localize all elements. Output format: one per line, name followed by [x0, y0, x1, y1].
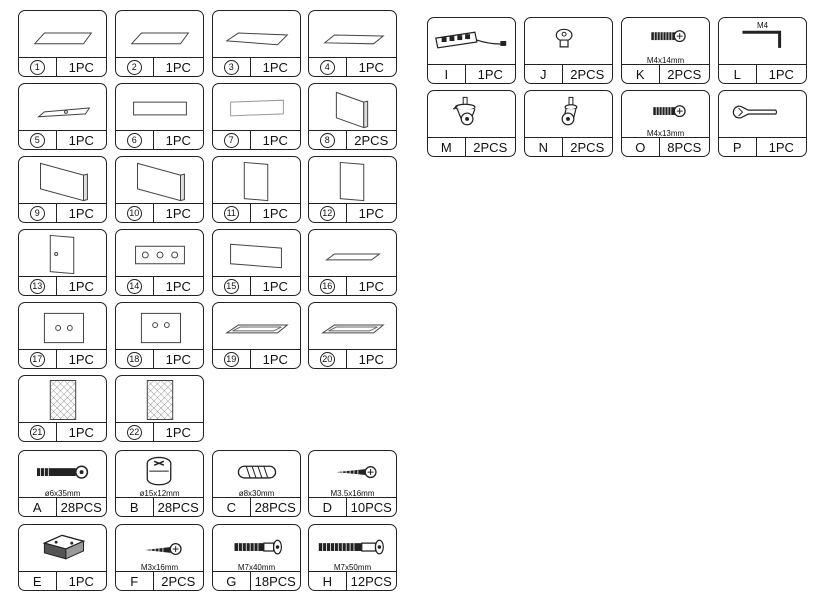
- part-quantity: 2PCS: [570, 139, 605, 155]
- wrench-icon: [719, 91, 806, 140]
- part-card-I: [427, 17, 516, 84]
- part-letter: P: [719, 138, 757, 156]
- hardware-size: M7x40mm: [237, 563, 276, 572]
- panel-drawing-icon: [309, 11, 396, 60]
- part-card-12: [308, 156, 397, 223]
- part-card-N: [524, 90, 613, 157]
- part-number: 21: [30, 425, 45, 440]
- part-number: 6: [127, 133, 142, 148]
- part-quantity: 12PCS: [350, 573, 392, 589]
- part-card-16: [308, 229, 397, 296]
- part-letter: A: [19, 498, 57, 516]
- part-quantity: 1PC: [768, 139, 794, 155]
- panel-drawing-icon: [213, 303, 300, 352]
- panel-drawing-icon: [213, 157, 300, 206]
- part-number: 5: [30, 133, 45, 148]
- part-quantity: 1PC: [165, 424, 191, 440]
- hardware-size: M4: [756, 21, 769, 30]
- part-card-G: [212, 524, 301, 591]
- part-quantity: 28PCS: [157, 499, 199, 515]
- part-number: 16: [320, 279, 335, 294]
- panel-drawing-icon: [19, 84, 106, 133]
- part-quantity: 1PC: [358, 59, 384, 75]
- part-card-5: [18, 83, 107, 150]
- part-card-3: [212, 10, 301, 77]
- part-card-L: [718, 17, 807, 84]
- part-letter: N: [525, 138, 563, 156]
- part-quantity: 28PCS: [60, 499, 102, 515]
- panel-drawing-icon: [19, 11, 106, 60]
- part-quantity: 2PCS: [570, 66, 605, 82]
- panel-drawing-icon: [19, 303, 106, 352]
- part-card-D: [308, 450, 397, 517]
- panel-drawing-icon: [309, 84, 396, 133]
- part-quantity: 1PC: [68, 59, 94, 75]
- panel-drawing-icon: [116, 230, 203, 279]
- part-card-O: [621, 90, 710, 157]
- part-quantity: 1PC: [262, 132, 288, 148]
- part-letter: E: [19, 572, 57, 590]
- part-card-7: [212, 83, 301, 150]
- part-quantity: 1PC: [68, 205, 94, 221]
- hardware-size: ø15x12mm: [139, 489, 180, 498]
- knob-icon: [525, 18, 612, 67]
- part-number: 9: [30, 206, 45, 221]
- part-card-2: [115, 10, 204, 77]
- panel-drawing-icon: [213, 84, 300, 133]
- part-card-M: [427, 90, 516, 157]
- part-quantity: 1PC: [262, 351, 288, 367]
- part-card-11: [212, 156, 301, 223]
- part-card-18: [115, 302, 204, 369]
- part-card-C: [212, 450, 301, 517]
- part-number: 8: [320, 133, 335, 148]
- part-card-9: [18, 156, 107, 223]
- part-letter: F: [116, 572, 154, 590]
- part-letter: D: [309, 498, 347, 516]
- hardware-size: M3.5x16mm: [330, 489, 375, 498]
- panel-drawing-icon: [116, 11, 203, 60]
- part-card-19: [212, 302, 301, 369]
- part-number: 20: [320, 352, 335, 367]
- hardware-size: M4x14mm: [646, 56, 685, 65]
- part-quantity: 1PC: [68, 132, 94, 148]
- hardware-size: ø6x35mm: [44, 489, 81, 498]
- part-quantity: 2PCS: [354, 132, 389, 148]
- part-card-E: [18, 524, 107, 591]
- part-letter: B: [116, 498, 154, 516]
- part-number: 11: [224, 206, 239, 221]
- caster-icon: [525, 91, 612, 140]
- part-quantity: 1PC: [358, 205, 384, 221]
- part-card-13: [18, 229, 107, 296]
- part-quantity: 1PC: [165, 132, 191, 148]
- part-quantity: 1PC: [165, 205, 191, 221]
- part-quantity: 1PC: [68, 424, 94, 440]
- part-card-21: [18, 375, 107, 442]
- part-card-22: [115, 375, 204, 442]
- part-letter: K: [622, 65, 660, 83]
- part-quantity: 18PCS: [254, 573, 296, 589]
- part-card-6: [115, 83, 204, 150]
- part-card-H: [308, 524, 397, 591]
- part-quantity: 2PCS: [161, 573, 196, 589]
- part-card-1: [18, 10, 107, 77]
- part-quantity: 1PC: [358, 351, 384, 367]
- part-quantity: 2PCS: [473, 139, 508, 155]
- magnetic-catch-icon: [19, 525, 106, 574]
- part-card-A: [18, 450, 107, 517]
- caster-brake-icon: [428, 91, 515, 140]
- part-card-20: [308, 302, 397, 369]
- part-card-15: [212, 229, 301, 296]
- mesh-panel-icon: [19, 376, 106, 425]
- hardware-size: ø8x30mm: [238, 489, 275, 498]
- part-number: 13: [30, 279, 45, 294]
- panel-drawing-icon: [213, 11, 300, 60]
- part-quantity: 1PC: [68, 351, 94, 367]
- part-letter: L: [719, 65, 757, 83]
- part-card-F: [115, 524, 204, 591]
- panel-drawing-icon: [116, 303, 203, 352]
- part-quantity: 1PC: [68, 278, 94, 294]
- panel-drawing-icon: [116, 157, 203, 206]
- part-quantity: 1PC: [165, 351, 191, 367]
- part-quantity: 1PC: [68, 573, 94, 589]
- part-quantity: 1PC: [358, 278, 384, 294]
- hardware-size: M3x16mm: [140, 563, 179, 572]
- part-quantity: 1PC: [165, 59, 191, 75]
- part-card-8: [308, 83, 397, 150]
- panel-drawing-icon: [19, 157, 106, 206]
- part-card-B: [115, 450, 204, 517]
- panel-drawing-icon: [309, 230, 396, 279]
- part-number: 4: [320, 60, 335, 75]
- mesh-panel-icon: [116, 376, 203, 425]
- allen-key-icon: [719, 18, 806, 67]
- part-quantity: 1PC: [262, 205, 288, 221]
- power-strip-icon: [428, 18, 515, 67]
- part-number: 15: [224, 279, 239, 294]
- part-quantity: 10PCS: [350, 499, 392, 515]
- part-quantity: 1PC: [477, 66, 503, 82]
- part-quantity: 1PC: [768, 66, 794, 82]
- hardware-size: M7x50mm: [333, 563, 372, 572]
- part-number: 3: [224, 60, 239, 75]
- part-letter: J: [525, 65, 563, 83]
- part-card-14: [115, 229, 204, 296]
- part-quantity: 1PC: [165, 278, 191, 294]
- part-number: 18: [127, 352, 142, 367]
- part-quantity: 1PC: [262, 59, 288, 75]
- part-letter: O: [622, 138, 660, 156]
- panel-drawing-icon: [309, 303, 396, 352]
- part-quantity: 1PC: [262, 278, 288, 294]
- part-number: 17: [30, 352, 45, 367]
- panel-drawing-icon: [309, 157, 396, 206]
- part-letter: M: [428, 138, 466, 156]
- part-card-17: [18, 302, 107, 369]
- part-letter: C: [213, 498, 251, 516]
- panel-drawing-icon: [19, 230, 106, 279]
- part-card-10: [115, 156, 204, 223]
- part-card-J: [524, 17, 613, 84]
- panel-drawing-icon: [213, 230, 300, 279]
- hardware-size: M4x13mm: [646, 129, 685, 138]
- part-number: 22: [127, 425, 142, 440]
- part-number: 2: [127, 60, 142, 75]
- part-number: 7: [224, 133, 239, 148]
- part-letter: I: [428, 65, 466, 83]
- part-letter: G: [213, 572, 251, 590]
- part-number: 12: [320, 206, 335, 221]
- part-quantity: 28PCS: [254, 499, 296, 515]
- part-number: 19: [224, 352, 239, 367]
- part-quantity: 2PCS: [667, 66, 702, 82]
- panel-drawing-icon: [116, 84, 203, 133]
- part-number: 14: [127, 279, 142, 294]
- part-quantity: 8PCS: [667, 139, 702, 155]
- part-number: 10: [127, 206, 142, 221]
- part-number: 1: [30, 60, 45, 75]
- part-letter: H: [309, 572, 347, 590]
- part-card-4: [308, 10, 397, 77]
- part-card-P: [718, 90, 807, 157]
- part-card-K: [621, 17, 710, 84]
